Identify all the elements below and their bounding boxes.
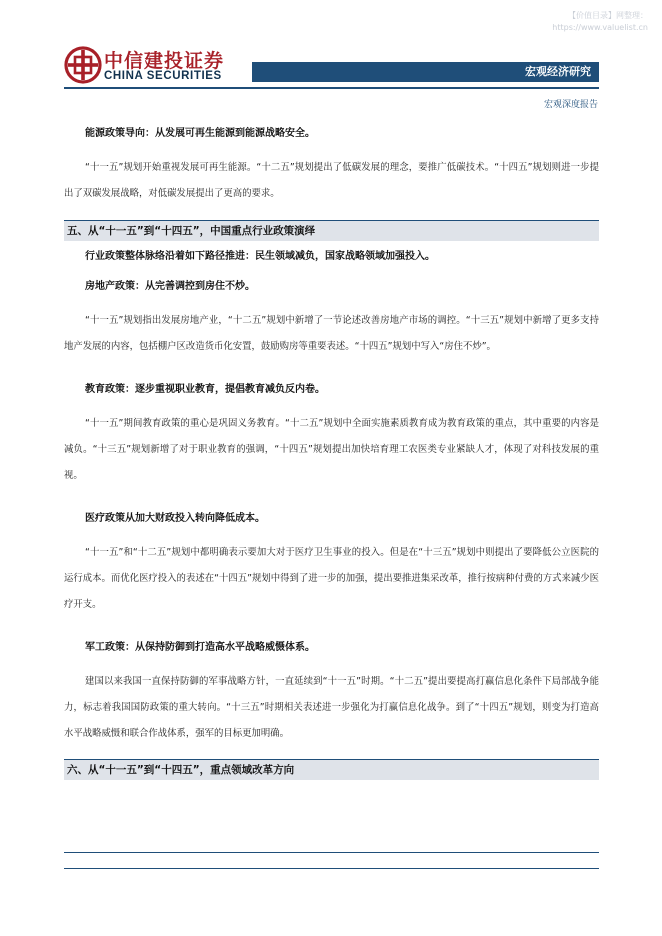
military-paragraph: 建国以来我国一直保持防御的军事战略方针，一直延续到“十一五”时期。“十二五”提出要提高打赢信息化条件下局部战争能力，标志着我国国防政策的重大转向。“十三五”时期相关表述进一步强化为打赢信息化战争。到了“十四五”规划，则变为打造高水平战略威慑和联合作战体系，强军的目标更加明确。 xyxy=(64,676,599,739)
energy-policy-heading: 能源政策导向：从发展可再生能源到能源战略安全。 xyxy=(85,128,315,139)
brand-name-en: CHINA SECURITIES xyxy=(104,70,222,82)
watermark-line-1: 【价值目录】网整理： xyxy=(568,11,648,20)
section-6-heading: 六、从“十一五”到“十四五”，重点领域改革方向 xyxy=(64,759,599,780)
report-type-label: 宏观深度报告 xyxy=(543,100,598,110)
medical-heading: 医疗政策从加大财政投入转向降低成本。 xyxy=(85,513,265,524)
medical-paragraph: “十一五”和“十二五”规划中都明确表示要加大对于医疗卫生事业的投入。但是在“十三五”规划中则提出了要降低公立医院的运行成本。而优化医疗投入的表述在“十四五”规划中得到了进一步的加强，提出要推进集采改革，推行按病种付费的方式来减少医疗开支。 xyxy=(64,547,599,610)
header-divider xyxy=(64,87,599,89)
real-estate-paragraph: “十一五”规划指出发展房地产业，“十二五”规划中新增了一节论述改善房地产市场的调控。“十三五”规划中新增了更多支持地产发展的内容，包括棚户区改造货币化安置，鼓励购房等重要表述。“十四五”规划中写入“房住不炒”。 xyxy=(64,315,599,352)
document-body xyxy=(64,124,599,780)
energy-policy-paragraph: “十一五”规划开始重视发展可再生能源。“十二五”规划提出了低碳发展的理念，要推广低碳技术。“十四五”规划则进一步提出了双碳发展战略，对低碳发展提出了更高的要求。 xyxy=(64,162,599,199)
header-band-label: 宏观经济研究 xyxy=(525,65,591,78)
section-5-heading: 五、从“十一五”到“十四五”，中国重点行业政策演绎 xyxy=(64,220,599,241)
military-heading: 军工政策：从保持防御到打造高水平战略威慑体系。 xyxy=(85,642,315,653)
industry-policy-summary: 行业政策整体脉络沿着如下路径推进：民生领域减负，国家战略领域加强投入。 xyxy=(85,251,435,262)
education-paragraph: “十一五”期间教育政策的重心是巩固义务教育。“十二五”规划中全面实施素质教育成为教育政策的重点，其中重要的内容是减负。“十三五”规划新增了对于职业教育的强调，“十四五”规划提出加快培育理工农医类专业紧缺人才，体现了对科技发展的重视。 xyxy=(64,418,599,481)
watermark-line-2: https://www.valuelist.cn xyxy=(552,23,648,32)
real-estate-heading: 房地产政策：从完善调控到房住不炒。 xyxy=(85,281,255,292)
citic-logo-icon xyxy=(64,46,102,84)
brand-name-cn: 中信建投证券 xyxy=(104,50,225,72)
footer-divider-bottom xyxy=(64,868,599,869)
footer-divider-top xyxy=(64,852,599,853)
education-heading: 教育政策：逐步重视职业教育，提倡教育减负反内卷。 xyxy=(85,384,325,395)
watermark xyxy=(498,10,648,34)
header-band xyxy=(252,62,599,82)
